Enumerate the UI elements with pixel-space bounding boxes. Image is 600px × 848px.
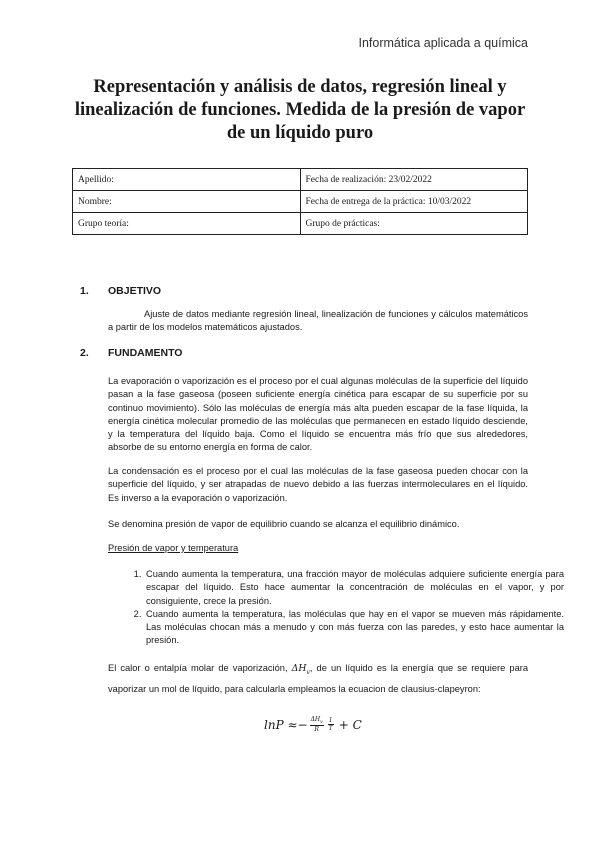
clausius-clapeyron-equation	[264, 716, 362, 733]
fraction-dh-r	[310, 716, 324, 733]
title-line: Representación y análisis de datos, regresión lineal y	[93, 77, 507, 97]
formula-rhs: + C	[338, 717, 362, 732]
list-item: 1. Cuando aumenta la temperatura, una fracción mayor de moléculas adquiere suficiente energía para escapar del líquido. Esto hace aumentar la concentración de moléculas en el vapor, y por consiguiente, crece la presión.	[144, 568, 564, 608]
table-cell: Apellido:	[73, 169, 301, 191]
formula-lhs: lnP ≈−	[264, 717, 308, 732]
fundamento-paragraph-1: La evaporación o vaporización es el proceso por el cual algunas moléculas de la superficie del líquido pasan a la fase gaseosa (poseen suficiente energía cinética para escapar de su superficie por su continuo movimiento). Sólo las moléculas de energía más alta pueden escapar de la fase líquida, la energía cinética molecular promedio de las moléculas que permanecen en estado líquido desciende, y la temperatura del líquido baja. Como el líquido se encuentra más frío que sus alrededores, absorbe de su entorno energía en forma de calor.	[108, 376, 528, 453]
section-heading-fundamento	[80, 347, 182, 359]
fundamento-paragraph-2: La condensación es el proceso por el cual las moléculas de la fase gaseosa pueden chocar con la superficie del líquido, y ser atrapadas de nuevo debido a las fuerzas intermoleculares en el líquido. Es inverso a la evaporación o vaporización.	[108, 466, 528, 503]
table-cell: Nombre:	[73, 191, 301, 213]
course-header: Informática aplicada a química	[358, 36, 528, 50]
fundamento-paragraph-3: Se denomina presión de vapor de equilibrio cuando se alcanza el equilibrio dinámico.	[108, 519, 460, 529]
subheading-presion-vapor: Presión de vapor y temperatura	[108, 543, 239, 553]
fraction-denominator: T	[328, 725, 333, 733]
table-cell: Grupo de prácticas:	[300, 213, 528, 235]
section-title: FUNDAMENTO	[108, 347, 183, 359]
document-title	[60, 76, 540, 145]
title-line: linealización de funciones. Medida de la presión de vapor	[74, 100, 526, 120]
title-line: de un líquido puro	[226, 123, 374, 143]
table-row	[73, 213, 528, 235]
objetivo-paragraph: Ajuste de datos mediante regresión lineal, linealización de funciones y cálculos matemáticos a partir de los modelos matemáticos ajustados.	[108, 309, 528, 333]
temperature-effects-list	[108, 568, 564, 648]
section-heading-objetivo	[80, 285, 161, 297]
text-run: , de un líquido es la energía que se requiere para vaporizar un mol de líquido, para calcularla empleamos la ecuacion de clausius-clapeyron:	[108, 663, 529, 694]
list-item: 2. Cuando aumenta la temperatura, las moléculas que hay en el vapor se mueven más rápidamente. Las moléculas chocan más a menudo y con más fuerza con las paredes, y esto hace aumentar la presión.	[144, 608, 564, 648]
student-info-table	[72, 168, 528, 235]
symbol-subscript: v	[306, 668, 310, 676]
fraction-denominator: R	[314, 726, 319, 734]
section-number: 2.	[80, 347, 89, 359]
fundamento-paragraph-4	[108, 660, 528, 697]
table-cell: Fecha de entrega de la práctica: 10/03/2022	[300, 191, 528, 213]
fraction-numerator	[310, 716, 324, 726]
table-row	[73, 191, 528, 213]
table-cell: Grupo teoría:	[73, 213, 301, 235]
fraction-1-t	[328, 717, 334, 732]
table-cell: Fecha de realización: 23/02/2022	[300, 169, 528, 191]
fraction-numerator: 1	[328, 717, 333, 725]
table-row	[73, 169, 528, 191]
symbol-text: ΔH	[291, 663, 307, 674]
text-run: El calor o entalpía molar de vaporización,	[108, 663, 292, 673]
section-title: OBJETIVO	[108, 285, 162, 297]
section-number: 1.	[80, 285, 89, 297]
numerator-symbol: ΔH	[310, 716, 321, 723]
enthalpy-symbol	[292, 663, 310, 674]
numerator-subscript: v	[320, 720, 323, 726]
